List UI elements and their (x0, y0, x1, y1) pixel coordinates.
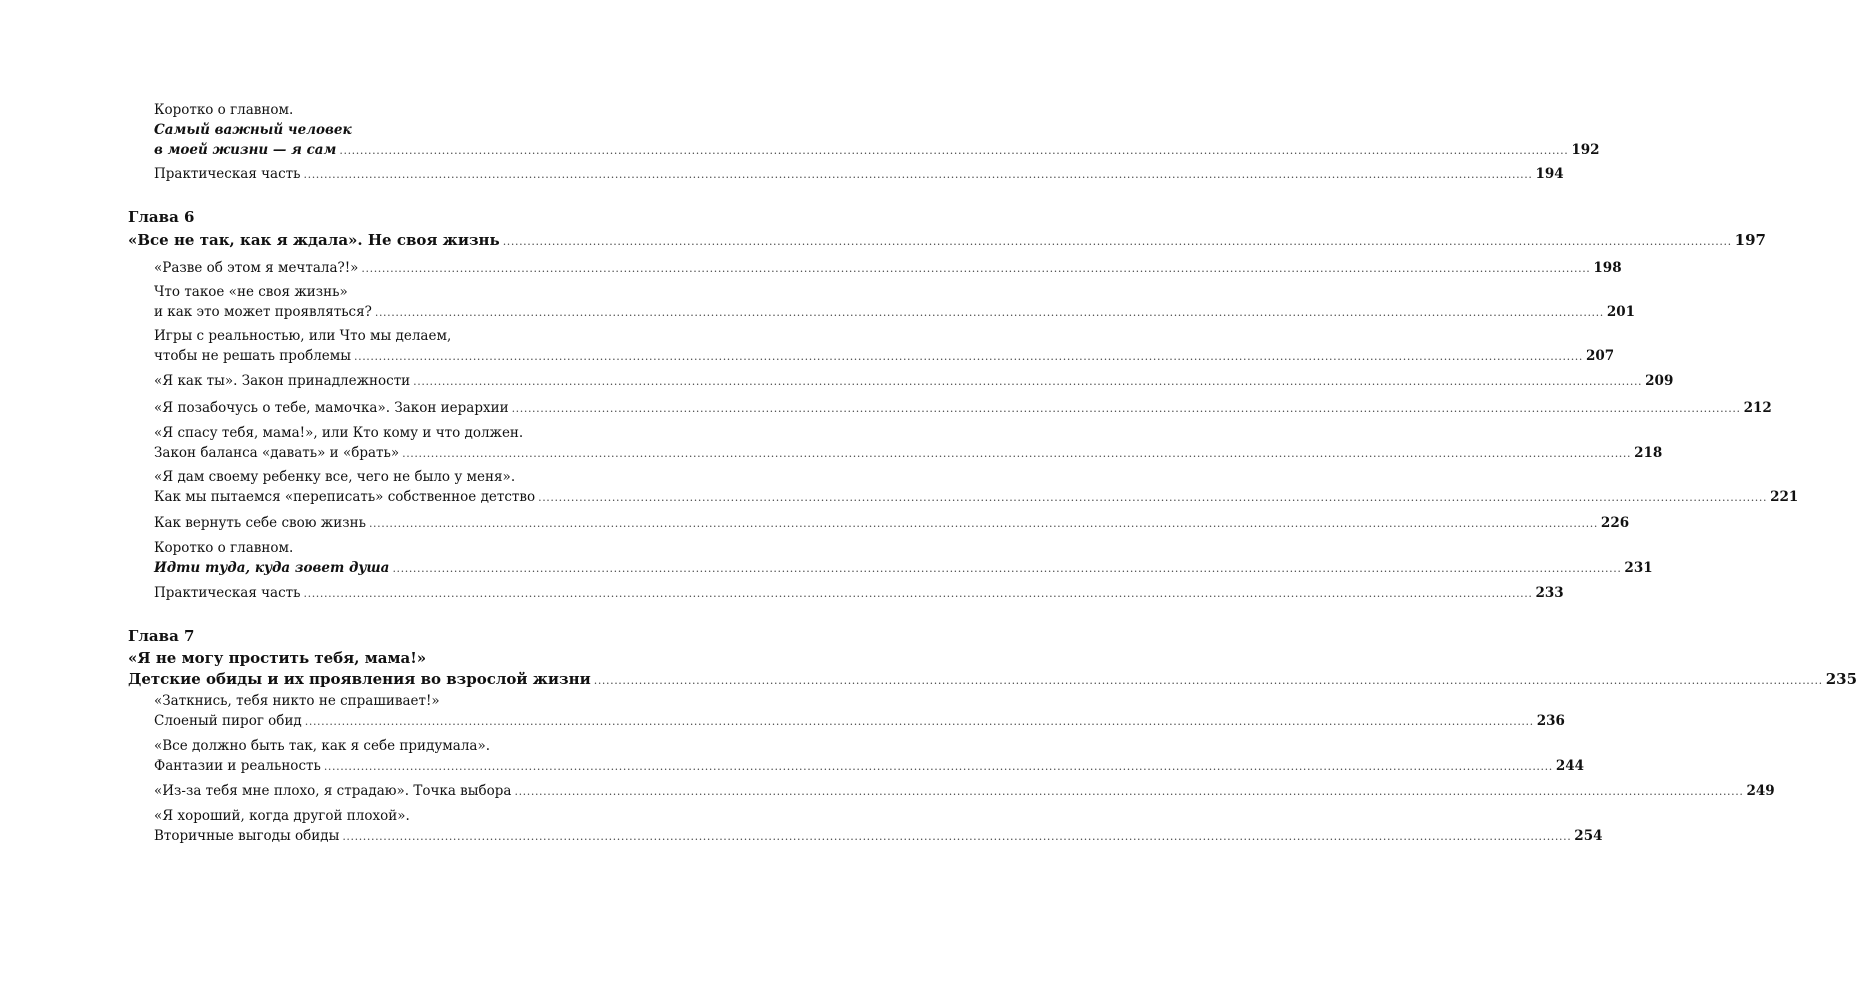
dot-leader: ............................................................................................................................................................................................................................................................................................................ (323, 760, 1553, 773)
chapter-6-title[interactable] (128, 230, 1766, 251)
toc-entry[interactable] (154, 691, 1565, 731)
toc-entry[interactable] (154, 467, 1799, 507)
toc-entry-practice-top[interactable] (154, 164, 1564, 184)
page-number: 254 (1574, 828, 1603, 844)
dot-leader: ............................................................................................................................................................................................................................................................................................................ (303, 168, 1533, 181)
chapter-7-title[interactable] (128, 648, 1857, 690)
dot-leader: ............................................................................................................................................................................................................................................................................................................ (392, 562, 1622, 575)
toc-entry[interactable] (154, 258, 1622, 278)
page-number: 226 (1600, 515, 1630, 531)
dot-leader: ............................................................................................................................................................................................................................................................................................................ (593, 674, 1823, 687)
entry-lead: Коротко о главном. (154, 540, 294, 556)
dot-leader: ............................................................................................................................................................................................................................................................................................................ (368, 517, 1598, 530)
chapter-title: «Все не так, как я ждала». Не своя жизнь (128, 231, 500, 249)
toc-entry-practice[interactable] (154, 583, 1564, 603)
entry-title: «Я позабочусь о тебе, мамочка». Закон иерархии (154, 400, 509, 416)
dot-leader: ............................................................................................................................................................................................................................................................................................................ (402, 447, 1632, 460)
page-number: 249 (1746, 783, 1775, 799)
entry-title-line1: «Я спасу тебя, мама!», или Кто кому и что должен. (154, 425, 524, 441)
toc-entry[interactable] (154, 513, 1630, 533)
dot-leader: ............................................................................................................................................................................................................................................................................................................ (361, 262, 1591, 275)
toc-entry-summary[interactable] (154, 538, 1653, 578)
page-number: 209 (1645, 373, 1674, 389)
entry-title: «Из-за тебя мне плохо, я страдаю». Точка выбора (154, 783, 512, 799)
entry-title-line2: Закон баланса «давать» и «брать» (154, 445, 400, 461)
entry-title-line2: и как это может проявляться? (154, 304, 372, 320)
entry-title: Практическая часть (154, 585, 301, 601)
dot-leader: ............................................................................................................................................................................................................................................................................................................ (339, 144, 1569, 157)
dot-leader: ............................................................................................................................................................................................................................................................................................................ (413, 375, 1643, 388)
entry-title-line2: в моей жизни — я сам (154, 142, 337, 158)
entry-title-line1: Самый важный человек (154, 122, 352, 138)
entry-title-line1: Что такое «не своя жизнь» (154, 284, 348, 300)
entry-lead: Коротко о главном. (154, 102, 294, 118)
entry-title: Практическая часть (154, 166, 301, 182)
entry-title: Как вернуть себе свою жизнь (154, 515, 366, 531)
toc-entry[interactable] (154, 781, 1775, 801)
entry-title-line2: Вторичные выгоды обиды (154, 828, 340, 844)
entry-title-line2: чтобы не решать проблемы (154, 348, 352, 364)
page-number: 221 (1770, 489, 1799, 505)
chapter-title-line2: Детские обиды и их проявления во взрослой жизни (128, 670, 591, 688)
toc-entry[interactable] (154, 282, 1636, 322)
page-number: 231 (1624, 560, 1653, 576)
dot-leader: ............................................................................................................................................................................................................................................................................................................ (304, 715, 1534, 728)
dot-leader: ............................................................................................................................................................................................................................................................................................................ (303, 587, 1533, 600)
page-number: 197 (1734, 231, 1766, 249)
toc-entry[interactable] (154, 398, 1772, 418)
entry-title: «Разве об этом я мечтала?!» (154, 260, 359, 276)
toc-entry[interactable] (154, 423, 1663, 463)
page-number: 201 (1606, 304, 1636, 320)
chapter-title-line1: «Я не могу простить тебя, мама!» (128, 649, 427, 667)
page-number: 218 (1634, 445, 1663, 461)
dot-leader: ............................................................................................................................................................................................................................................................................................................ (354, 350, 1583, 363)
entry-title-line1: «Я дам своему ребенку все, чего не было у меня». (154, 469, 516, 485)
toc-entry-summary-top[interactable] (154, 100, 1600, 160)
chapter-6-label: Глава 6 (128, 208, 195, 226)
entry-title-line1: «Все должно быть так, как я себе придумала». (154, 738, 490, 754)
page-number: 192 (1571, 142, 1600, 158)
dot-leader: ............................................................................................................................................................................................................................................................................................................ (538, 491, 1768, 504)
toc-entry[interactable] (154, 806, 1603, 846)
page-number: 236 (1536, 713, 1565, 729)
page-number: 212 (1743, 400, 1772, 416)
entry-title-line2: Как мы пытаемся «переписать» собственное детство (154, 489, 536, 505)
page-number: 244 (1555, 758, 1584, 774)
page-number: 233 (1535, 585, 1564, 601)
dot-leader: ............................................................................................................................................................................................................................................................................................................ (502, 235, 1732, 248)
dot-leader: ............................................................................................................................................................................................................................................................................................................ (342, 830, 1572, 843)
page-number: 235 (1825, 670, 1857, 688)
page-number: 198 (1593, 260, 1622, 276)
entry-title-line1: «Я хороший, когда другой плохой». (154, 808, 410, 824)
entry-title-line2: Слоеный пирог обид (154, 713, 302, 729)
dot-leader: ............................................................................................................................................................................................................................................................................................................ (511, 402, 1741, 415)
page-number: 194 (1535, 166, 1564, 182)
entry-title-line1: Игры с реальностью, или Что мы делаем, (154, 328, 452, 344)
entry-title-line2: Идти туда, куда зовет душа (154, 560, 390, 576)
entry-title-line2: Фантазии и реальность (154, 758, 321, 774)
entry-title-line1: «Заткнись, тебя никто не спрашивает!» (154, 693, 440, 709)
toc-entry[interactable] (154, 371, 1674, 391)
page-number: 207 (1586, 348, 1615, 364)
toc-entry[interactable] (154, 326, 1615, 366)
toc-entry[interactable] (154, 736, 1584, 776)
dot-leader: ............................................................................................................................................................................................................................................................................................................ (514, 785, 1744, 798)
dot-leader: ............................................................................................................................................................................................................................................................................................................ (374, 306, 1604, 319)
chapter-7-label: Глава 7 (128, 627, 195, 645)
entry-title: «Я как ты». Закон принадлежности (154, 373, 411, 389)
